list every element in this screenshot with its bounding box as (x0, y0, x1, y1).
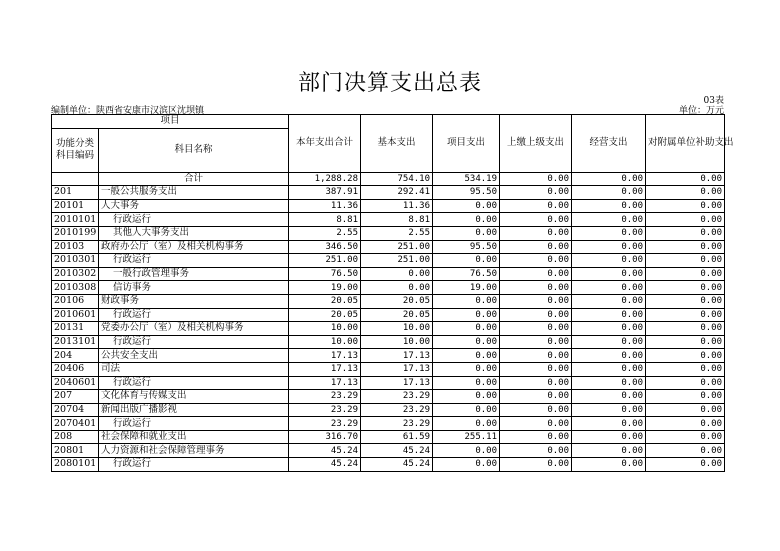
row-name: 文化体育与传媒支出 (99, 390, 289, 404)
row-business: 0.00 (572, 186, 646, 200)
row-code: 20101 (52, 199, 99, 213)
row-name: 行政运行 (99, 308, 289, 322)
row-total: 45.24 (289, 444, 361, 458)
row-code: 208 (52, 430, 99, 444)
row-code: 2010101 (52, 213, 99, 227)
row-total: 23.29 (289, 390, 361, 404)
row-subsidy: 0.00 (646, 199, 725, 213)
row-upper: 0.00 (500, 254, 572, 268)
expenditure-table-wrapper (51, 114, 734, 472)
row-basic: 2.55 (361, 226, 433, 240)
row-subsidy: 0.00 (646, 322, 725, 336)
row-business: 0.00 (572, 444, 646, 458)
row-total: 251.00 (289, 254, 361, 268)
row-total: 17.13 (289, 362, 361, 376)
row-code: 20131 (52, 322, 99, 336)
row-name: 人大事务 (99, 199, 289, 213)
row-total: 17.13 (289, 376, 361, 390)
row-basic: 45.24 (361, 444, 433, 458)
table-row (52, 458, 725, 472)
row-code: 20801 (52, 444, 99, 458)
table-row (52, 199, 725, 213)
row-subsidy: 0.00 (646, 349, 725, 363)
row-total: 387.91 (289, 186, 361, 200)
row-business: 0.00 (572, 417, 646, 431)
row-business: 0.00 (572, 240, 646, 254)
row-business: 0.00 (572, 349, 646, 363)
table-body (52, 172, 725, 471)
row-name: 行政运行 (99, 213, 289, 227)
row-total: 316.70 (289, 430, 361, 444)
row-project: 0.00 (433, 403, 500, 417)
row-upper: 0.00 (500, 172, 572, 186)
table-row (52, 267, 725, 281)
row-code: 2010199 (52, 226, 99, 240)
row-project: 76.50 (433, 267, 500, 281)
row-business: 0.00 (572, 254, 646, 268)
row-code: 204 (52, 349, 99, 363)
row-basic: 0.00 (361, 267, 433, 281)
row-total: 23.29 (289, 417, 361, 431)
row-code (52, 172, 99, 186)
row-project: 95.50 (433, 240, 500, 254)
row-name: 行政运行 (99, 417, 289, 431)
row-basic: 10.00 (361, 335, 433, 349)
row-total: 11.36 (289, 199, 361, 213)
row-project: 0.00 (433, 349, 500, 363)
row-basic: 23.29 (361, 403, 433, 417)
currency-unit: 单位：万元 (678, 106, 724, 116)
row-upper: 0.00 (500, 308, 572, 322)
row-total: 76.50 (289, 267, 361, 281)
row-subsidy: 0.00 (646, 267, 725, 281)
row-name: 一般行政管理事务 (99, 267, 289, 281)
row-basic: 20.05 (361, 294, 433, 308)
row-project: 95.50 (433, 186, 500, 200)
table-row (52, 349, 725, 363)
row-total: 20.05 (289, 294, 361, 308)
row-subsidy: 0.00 (646, 254, 725, 268)
row-upper: 0.00 (500, 403, 572, 417)
row-basic: 754.10 (361, 172, 433, 186)
row-code: 2080101 (52, 458, 99, 472)
table-row (52, 390, 725, 404)
table-row (52, 430, 725, 444)
row-basic: 23.29 (361, 417, 433, 431)
row-project: 0.00 (433, 362, 500, 376)
row-basic: 292.41 (361, 186, 433, 200)
row-upper: 0.00 (500, 281, 572, 295)
row-subsidy: 0.00 (646, 417, 725, 431)
row-business: 0.00 (572, 213, 646, 227)
row-upper: 0.00 (500, 390, 572, 404)
total-row (52, 172, 725, 186)
expenditure-table (51, 114, 734, 472)
row-name: 行政运行 (99, 458, 289, 472)
row-code: 2010301 (52, 254, 99, 268)
row-upper: 0.00 (500, 186, 572, 200)
row-name: 信访事务 (99, 281, 289, 295)
row-name: 行政运行 (99, 335, 289, 349)
row-business: 0.00 (572, 294, 646, 308)
row-total: 2.55 (289, 226, 361, 240)
row-basic: 23.29 (361, 390, 433, 404)
row-business: 0.00 (572, 458, 646, 472)
row-upper: 0.00 (500, 240, 572, 254)
row-project: 0.00 (433, 254, 500, 268)
row-project: 534.19 (433, 172, 500, 186)
table-row (52, 308, 725, 322)
row-name: 行政运行 (99, 376, 289, 390)
header-basic: 基本支出 (361, 115, 433, 173)
row-total: 19.00 (289, 281, 361, 295)
row-basic: 8.81 (361, 213, 433, 227)
row-project: 0.00 (433, 199, 500, 213)
table-row (52, 186, 725, 200)
row-upper: 0.00 (500, 349, 572, 363)
row-subsidy: 0.00 (646, 281, 725, 295)
row-business: 0.00 (572, 335, 646, 349)
table-row (52, 444, 725, 458)
row-name: 人力资源和社会保障管理事务 (99, 444, 289, 458)
row-business: 0.00 (572, 308, 646, 322)
table-row (52, 226, 725, 240)
row-basic: 17.13 (361, 362, 433, 376)
row-business: 0.00 (572, 390, 646, 404)
row-subsidy: 0.00 (646, 376, 725, 390)
row-subsidy: 0.00 (646, 172, 725, 186)
row-subsidy: 0.00 (646, 213, 725, 227)
row-upper: 0.00 (500, 213, 572, 227)
row-total: 45.24 (289, 458, 361, 472)
row-total: 17.13 (289, 349, 361, 363)
row-total: 346.50 (289, 240, 361, 254)
row-total: 1,288.28 (289, 172, 361, 186)
table-row (52, 362, 725, 376)
row-name: 一般公共服务支出 (99, 186, 289, 200)
table-row (52, 294, 725, 308)
row-subsidy: 0.00 (646, 444, 725, 458)
header-project-expenditure: 项目支出 (433, 115, 500, 173)
row-project: 0.00 (433, 458, 500, 472)
row-subsidy: 0.00 (646, 240, 725, 254)
header-business: 经营支出 (572, 115, 646, 173)
row-upper: 0.00 (500, 335, 572, 349)
row-project: 255.11 (433, 430, 500, 444)
row-name: 新闻出版广播影视 (99, 403, 289, 417)
row-upper: 0.00 (500, 294, 572, 308)
row-name: 政府办公厅（室）及相关机构事务 (99, 240, 289, 254)
row-business: 0.00 (572, 362, 646, 376)
row-name: 公共安全支出 (99, 349, 289, 363)
table-row (52, 417, 725, 431)
row-subsidy: 0.00 (646, 294, 725, 308)
row-code: 20406 (52, 362, 99, 376)
row-basic: 20.05 (361, 308, 433, 322)
row-project: 0.00 (433, 226, 500, 240)
table-row (52, 254, 725, 268)
row-basic: 17.13 (361, 349, 433, 363)
header-project: 项目 (52, 115, 289, 129)
row-name: 行政运行 (99, 254, 289, 268)
row-basic: 61.59 (361, 430, 433, 444)
row-business: 0.00 (572, 376, 646, 390)
row-project: 0.00 (433, 322, 500, 336)
row-code: 207 (52, 390, 99, 404)
row-subsidy: 0.00 (646, 430, 725, 444)
header-name: 科目名称 (99, 128, 289, 172)
row-business: 0.00 (572, 267, 646, 281)
row-upper: 0.00 (500, 322, 572, 336)
row-project: 0.00 (433, 335, 500, 349)
row-business: 0.00 (572, 430, 646, 444)
row-code: 2010308 (52, 281, 99, 295)
row-basic: 17.13 (361, 376, 433, 390)
row-subsidy: 0.00 (646, 308, 725, 322)
row-code: 2013101 (52, 335, 99, 349)
table-row (52, 213, 725, 227)
row-upper: 0.00 (500, 444, 572, 458)
table-row (52, 335, 725, 349)
form-number: 03表 (703, 96, 724, 106)
table-row (52, 376, 725, 390)
row-code: 201 (52, 186, 99, 200)
row-business: 0.00 (572, 172, 646, 186)
row-name: 合计 (99, 172, 289, 186)
row-total: 20.05 (289, 308, 361, 322)
header-total: 本年支出合计 (289, 115, 361, 173)
row-subsidy: 0.00 (646, 390, 725, 404)
row-project: 0.00 (433, 308, 500, 322)
row-project: 0.00 (433, 376, 500, 390)
row-code: 2070401 (52, 417, 99, 431)
row-upper: 0.00 (500, 226, 572, 240)
row-subsidy: 0.00 (646, 226, 725, 240)
row-total: 10.00 (289, 322, 361, 336)
row-project: 19.00 (433, 281, 500, 295)
row-business: 0.00 (572, 226, 646, 240)
row-project: 0.00 (433, 213, 500, 227)
row-business: 0.00 (572, 322, 646, 336)
row-code: 2010601 (52, 308, 99, 322)
row-project: 0.00 (433, 390, 500, 404)
row-upper: 0.00 (500, 362, 572, 376)
row-subsidy: 0.00 (646, 403, 725, 417)
row-code: 20103 (52, 240, 99, 254)
row-code: 2010302 (52, 267, 99, 281)
row-project: 0.00 (433, 444, 500, 458)
table-row (52, 281, 725, 295)
page-title: 部门决算支出总表 (297, 71, 482, 96)
row-subsidy: 0.00 (646, 335, 725, 349)
row-total: 10.00 (289, 335, 361, 349)
row-subsidy: 0.00 (646, 458, 725, 472)
table-row (52, 403, 725, 417)
row-name: 党委办公厅（室）及相关机构事务 (99, 322, 289, 336)
row-subsidy: 0.00 (646, 362, 725, 376)
row-basic: 11.36 (361, 199, 433, 213)
row-subsidy: 0.00 (646, 186, 725, 200)
row-upper: 0.00 (500, 458, 572, 472)
row-code: 20106 (52, 294, 99, 308)
row-upper: 0.00 (500, 417, 572, 431)
row-project: 0.00 (433, 294, 500, 308)
row-project: 0.00 (433, 417, 500, 431)
row-total: 23.29 (289, 403, 361, 417)
table-row (52, 240, 725, 254)
row-business: 0.00 (572, 199, 646, 213)
row-basic: 251.00 (361, 240, 433, 254)
row-total: 8.81 (289, 213, 361, 227)
compiling-unit: 编制单位：陕西省安康市汉滨区沈坝镇 (51, 106, 205, 116)
header-upper: 上缴上级支出 (500, 115, 572, 173)
header-subsidy: 对附属单位补助支出 (646, 115, 725, 173)
row-code: 20704 (52, 403, 99, 417)
row-basic: 251.00 (361, 254, 433, 268)
table-row (52, 322, 725, 336)
row-upper: 0.00 (500, 376, 572, 390)
row-name: 其他人大事务支出 (99, 226, 289, 240)
row-business: 0.00 (572, 281, 646, 295)
row-basic: 45.24 (361, 458, 433, 472)
row-upper: 0.00 (500, 199, 572, 213)
row-code: 2040601 (52, 376, 99, 390)
header-code: 功能分类科目编码 (52, 128, 99, 172)
row-name: 社会保障和就业支出 (99, 430, 289, 444)
row-name: 司法 (99, 362, 289, 376)
row-upper: 0.00 (500, 430, 572, 444)
row-name: 财政事务 (99, 294, 289, 308)
row-business: 0.00 (572, 403, 646, 417)
row-basic: 0.00 (361, 281, 433, 295)
row-upper: 0.00 (500, 267, 572, 281)
row-basic: 10.00 (361, 322, 433, 336)
